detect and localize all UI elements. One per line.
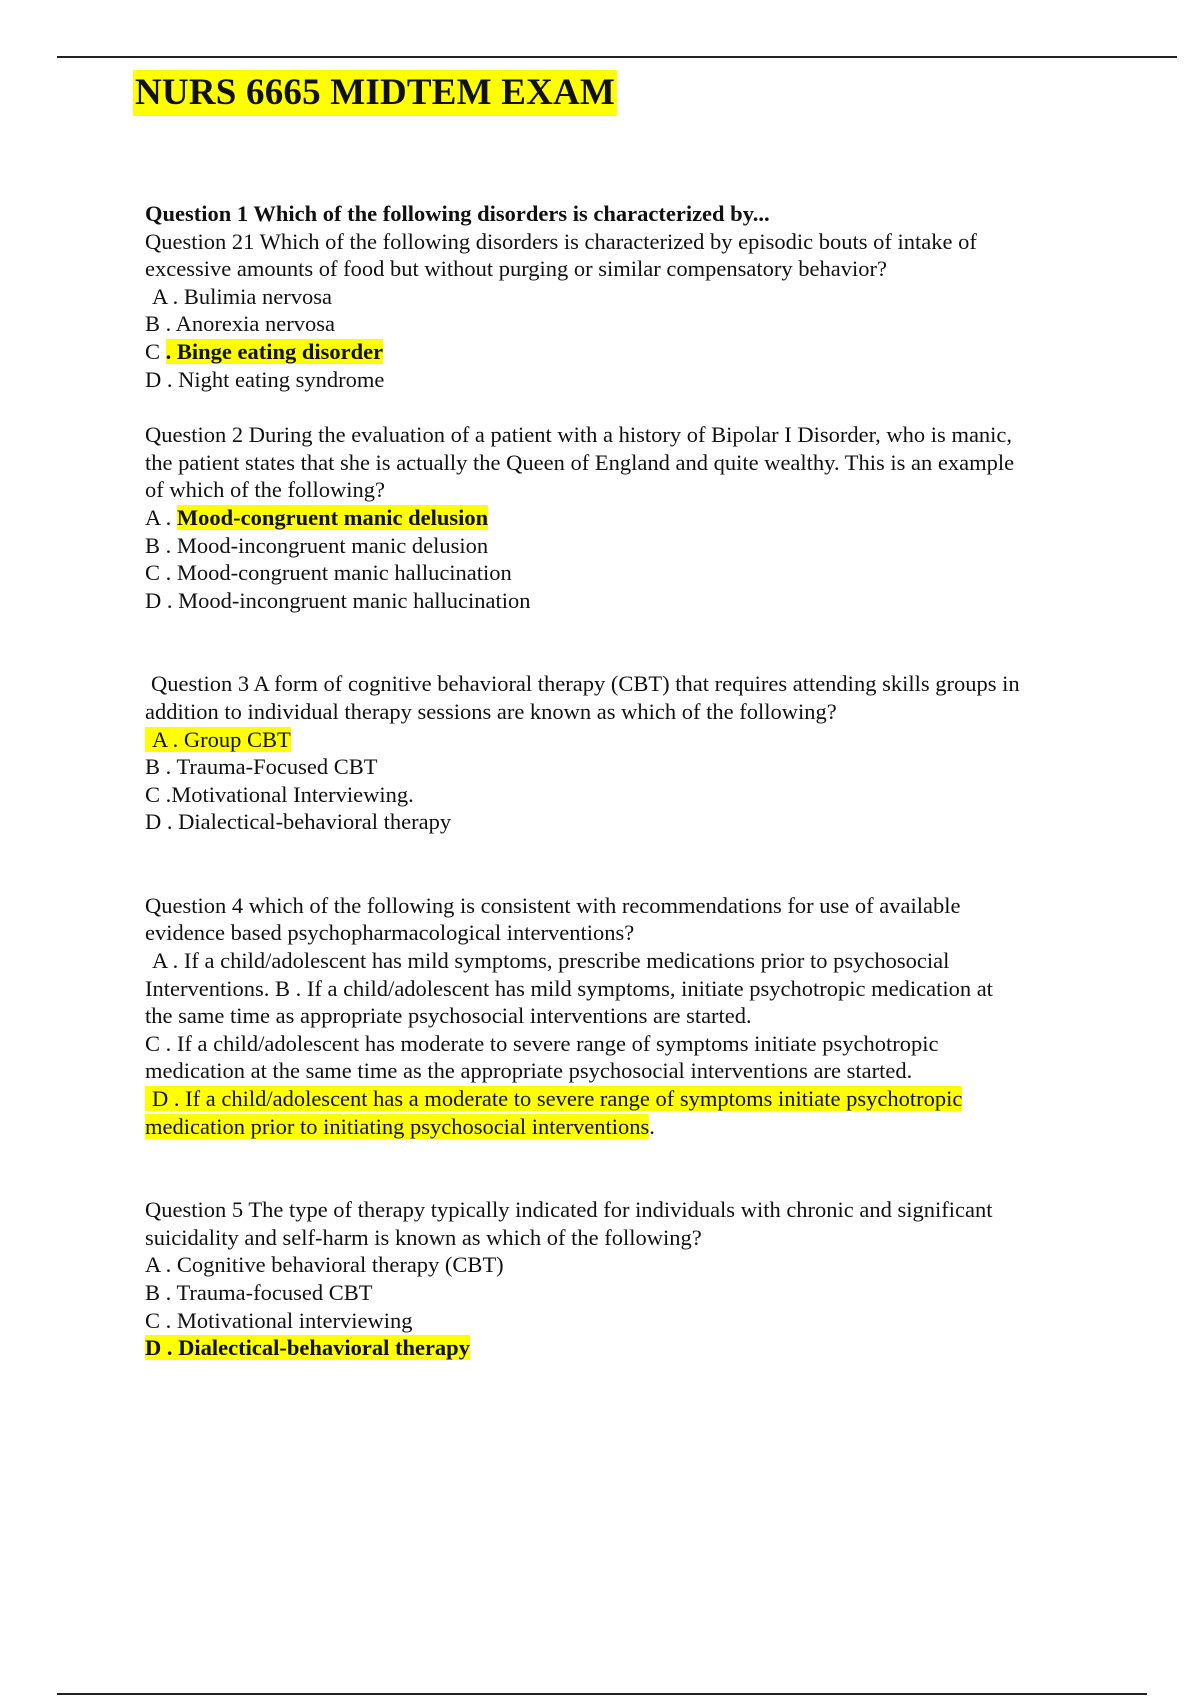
question-1-option-b: B . Anorexia nervosa — [145, 311, 335, 337]
question-1-stem-line: excessive amounts of food but without purging or similar compensatory behavior? — [145, 256, 887, 282]
question-3-stem-line: addition to individual therapy sessions are known as which of the following? — [145, 698, 837, 724]
question-2-option-c: C . Mood-congruent manic hallucination — [145, 560, 512, 586]
answer-highlight: medication prior to initiating psychosocial interventions — [145, 1113, 650, 1139]
question-3-option-b: B . Trauma-Focused CBT — [145, 754, 378, 780]
question-4-stem-line: Question 4 which of the following is consistent with recommendations for use of available — [145, 892, 961, 918]
question-4-option-line: the same time as appropriate psychosocial interventions are started. — [145, 1003, 752, 1029]
exam-content — [145, 200, 1090, 1362]
question-5-stem-line: suicidality and self-harm is known as which of the following? — [145, 1224, 702, 1250]
question-1-stem-line: Question 21 Which of the following disorders is characterized by episodic bouts of intake of — [145, 228, 977, 254]
question-1-option-d: D . Night eating syndrome — [145, 366, 385, 392]
question-4-option-d-answer: medication prior to initiating psychosocial interventions. — [145, 1113, 655, 1139]
answer-highlight: D . If a child/adolescent has a moderate to severe range of symptoms initiate psychotropic — [145, 1086, 962, 1111]
question-5-option-c: C . Motivational interviewing — [145, 1307, 413, 1333]
question-5-option-b: B . Trauma-focused CBT — [145, 1280, 373, 1305]
answer-highlight: Mood-congruent manic delusion — [176, 504, 489, 530]
question-2-option-a-answer: A . Mood-congruent manic delusion — [145, 504, 489, 530]
question-1-heading: Question 1 Which of the following disorders is characterized by... — [145, 201, 770, 226]
question-3 — [145, 670, 1090, 836]
answer-highlight: A . Group CBT — [145, 727, 291, 752]
question-2-stem-line: of which of the following? — [145, 477, 385, 503]
question-4-option-d-answer — [145, 1085, 1090, 1113]
question-2-option-d: D . Mood-incongruent manic hallucination — [145, 587, 531, 613]
bottom-rule — [57, 1693, 1147, 1695]
question-4-option-line: Interventions. B . If a child/adolescent has mild symptoms, initiate psychotropic medication at — [145, 975, 993, 1001]
question-4-stem-line: evidence based psychopharmacological interventions? — [145, 920, 635, 946]
question-3-option-d: D . Dialectical-behavioral therapy — [145, 809, 452, 835]
answer-highlight: D . Dialectical-behavioral therapy — [145, 1335, 470, 1361]
question-3-option-c: C .Motivational Interviewing. — [145, 781, 414, 807]
question-3-stem-line: Question 3 A form of cognitive behavioral therapy (CBT) that requires attending skills groups in — [151, 671, 1020, 697]
question-1-option-c-answer: C . Binge eating disorder — [145, 338, 384, 364]
question-1 — [145, 200, 1090, 393]
question-3-option-a-answer — [145, 726, 1090, 754]
answer-highlight: . Binge eating disorder — [165, 338, 384, 364]
question-2-stem-line: Question 2 During the evaluation of a patient with a history of Bipolar I Disorder, who is manic, — [145, 422, 1013, 448]
question-2-option-b: B . Mood-incongruent manic delusion — [145, 532, 489, 558]
question-4-option-line: A . If a child/adolescent has mild symptoms, prescribe medications prior to psychosocial — [152, 948, 950, 974]
top-rule — [57, 56, 1177, 58]
question-4-option-line: C . If a child/adolescent has moderate to severe range of symptoms initiate psychotropic — [145, 1030, 939, 1056]
question-4 — [145, 892, 1090, 1140]
question-5-option-a: A . Cognitive behavioral therapy (CBT) — [145, 1252, 504, 1278]
question-5 — [145, 1196, 1090, 1362]
page-title: NURS 6665 MIDTEM EXAM — [133, 70, 617, 116]
question-5-stem-line: Question 5 The type of therapy typically indicated for individuals with chronic and significant — [145, 1197, 993, 1223]
question-1-option-a: A . Bulimia nervosa — [152, 283, 332, 309]
question-2-stem-line: the patient states that she is actually the Queen of England and quite wealthy. This is an example — [145, 449, 1015, 475]
question-2 — [145, 421, 1090, 614]
question-4-option-line: medication at the same time as the appropriate psychosocial interventions are started. — [145, 1058, 913, 1084]
question-5-option-d-answer — [145, 1334, 1090, 1362]
